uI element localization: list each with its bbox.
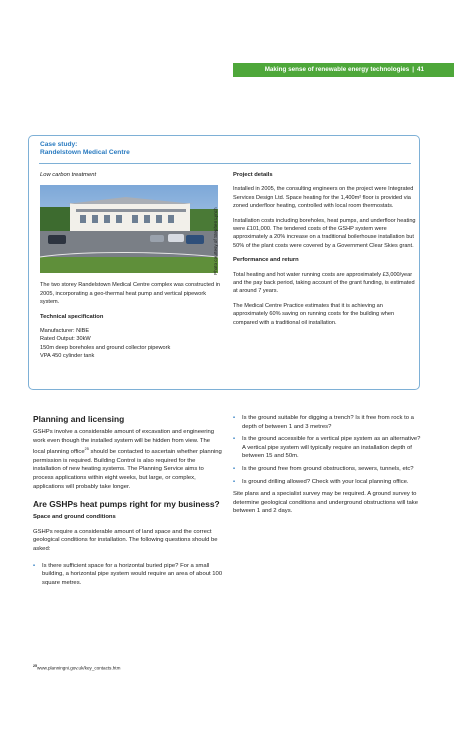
- question-item: [233, 414, 423, 431]
- technical-spec-heading: Technical specification: [40, 313, 104, 320]
- question-text: Is ground drilling allowed? Check with your local planning office.: [242, 478, 409, 485]
- spec-line: Manufacturer: NIBE: [40, 328, 90, 335]
- question-item: [233, 478, 423, 487]
- main-right-column: [233, 414, 423, 516]
- footnote-link[interactable]: www.planningni.gov.uk/key_contacts.htm: [37, 665, 121, 671]
- bullet-icon: •: [233, 478, 236, 485]
- right-for-business-heading: Are GSHPs heat pumps right for my business?: [33, 499, 220, 510]
- photo-credit: [211, 195, 221, 275]
- medical-centre-photo: [40, 185, 218, 273]
- planning-body-text: GSHPs involve a considerable amount of excavation and engineering work even though the installed system will be hidden from view. The local planning office: [33, 429, 215, 456]
- case-study-right-column: [233, 171, 418, 327]
- footnote-reference: 25: [84, 447, 89, 452]
- project-details-heading: Project details: [233, 172, 273, 178]
- main-left-column: [33, 414, 223, 591]
- question-text: Is the ground free from ground obstructions, sewers, tunnels, etc?: [242, 465, 414, 472]
- question-item: [233, 435, 423, 461]
- case-study-title-line2: Randelstown Medical Centre: [40, 149, 130, 157]
- case-study-title-line1: Case study:: [40, 141, 78, 148]
- performance-paragraph-2: The Medical Centre Practice estimates that it is achieving an approximately 60% saving on running costs for the building when compared with a traditional oil installation.: [233, 302, 395, 326]
- performance-heading: Performance and return: [233, 257, 299, 264]
- spec-line: 150m deep boreholes and ground collector pipework: [40, 344, 171, 351]
- bullet-icon: •: [233, 465, 236, 472]
- header-separator: |: [412, 66, 414, 73]
- planning-body: [33, 428, 223, 491]
- question-text: Is the ground accessible for a vertical pipe system as an alternative? A vertical pipe system will typically require an installation depth of between 15 and 50m.: [242, 436, 421, 460]
- space-ground-subheading: Space and ground conditions: [33, 514, 116, 521]
- project-details-paragraph-1: Installed in 2005, the consulting engineers on the project were Integrated Services Design Ltd. Space heating for the 1,400m² floor is provided via zoned underfloor heating, controlled with local room thermostats.: [233, 186, 414, 210]
- question-item: [33, 562, 223, 588]
- header-title: Making sense of renewable energy technologies: [264, 66, 410, 73]
- footnote: [33, 663, 120, 672]
- project-details-paragraph-2: Installation costs including boreholes, heat pumps, and underfloor heating were £101,000. The tendered costs of the GSHP system were approximately a 20% increase on a traditional boilerhouse installation but 50% of the plant costs were covered by a Government Clear Skies grant.: [233, 217, 416, 249]
- case-study-title: [40, 141, 130, 158]
- spec-line: VPA 450 cylinder tank: [40, 353, 95, 360]
- footnote-number: 25: [33, 664, 37, 668]
- question-list-right: [233, 414, 423, 486]
- question-list-left: [33, 562, 223, 588]
- bullet-icon: •: [233, 436, 236, 443]
- low-carbon-heading: Low carbon treatment: [40, 172, 97, 178]
- spec-line: Rated Output: 30kW: [40, 336, 91, 343]
- case-study-divider: [39, 163, 411, 164]
- planning-body-text-continued: should be contacted to ascertain whether planning permission is required. Building Control is also required for the installation of new heating systems. The Planning Service aims to process applications within eight weeks, but large, or complex, applications will probably take longer.: [33, 449, 222, 490]
- planning-heading: Planning and licensing: [33, 414, 125, 424]
- medical-centre-photo-illustration: [40, 185, 218, 273]
- page-number: 41: [416, 66, 424, 73]
- photo-credit-text: Photo courtesy of Stephen Lynch: [213, 207, 218, 275]
- closing-paragraph: Site plans and a specialist survey may be required. A ground survey to determine geological conditions and underground obstructions will take between 1 and 2 days.: [233, 491, 419, 515]
- bullet-icon: •: [33, 562, 36, 569]
- bullet-icon: •: [233, 415, 236, 421]
- technical-spec-list: [40, 327, 220, 361]
- page-header-bar: [233, 63, 454, 77]
- case-study-left-column: [40, 171, 220, 361]
- question-text: Is there sufficient space for a horizontal buried pipe? For a small building, a horizontal pipe system would require an area of about 100 square metres.: [42, 562, 223, 586]
- space-ground-body: GSHPs require a considerable amount of land space and the correct geological conditions for installation. The following questions should be asked:: [33, 528, 218, 552]
- question-text: Is the ground suitable for digging a trench? Is it free from rock to a depth of between 1 and 3 metres?: [242, 415, 414, 430]
- question-item: [233, 465, 423, 474]
- case-study-intro: The two storey Randelstown Medical Centre complex was constructed in 2005, incorporating a geo-thermal heat pump and vertical pipework system.: [40, 282, 221, 306]
- performance-paragraph-1: Total heating and hot water running costs are approximately £3,000/year and the pay back period, taking account of the grant funding, is estimated at around 7 years.: [233, 271, 415, 295]
